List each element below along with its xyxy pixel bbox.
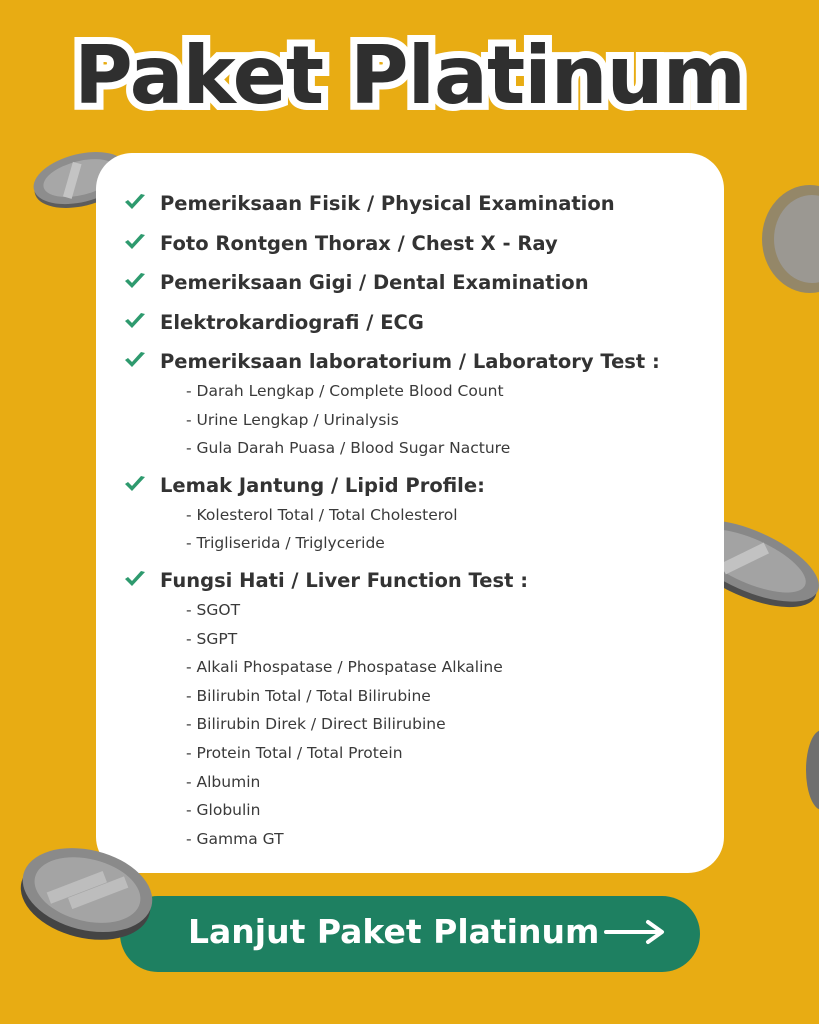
list-subitem: - Gula Darah Puasa / Blood Sugar Nacture bbox=[186, 439, 511, 458]
coin-right-top-decoration bbox=[752, 180, 819, 298]
list-item-label: Pemeriksaan Fisik / Physical Examination bbox=[160, 192, 615, 215]
continue-button-label: Lanjut Paket Platinum bbox=[188, 912, 600, 951]
list-subitem: - Protein Total / Total Protein bbox=[186, 744, 403, 762]
continue-platinum-button[interactable] bbox=[120, 896, 700, 972]
list-subitem: - Darah Lengkap / Complete Blood Count bbox=[186, 382, 504, 400]
check-icon bbox=[124, 312, 146, 330]
check-icon bbox=[124, 475, 146, 493]
list-subitem: - Albumin bbox=[186, 772, 261, 791]
check-icon bbox=[124, 570, 146, 588]
list-item-label: Lemak Jantung / Lipid Profile: bbox=[160, 473, 485, 497]
check-icon bbox=[124, 233, 146, 251]
list-item-label: Elektrokardiografi / ECG bbox=[160, 310, 424, 334]
coin-bottom-left-decoration bbox=[14, 838, 160, 946]
list-item-label: Pemeriksaan laboratorium / Laboratory Test : bbox=[160, 350, 660, 373]
list-subitem: - Kolesterol Total / Total Cholesterol bbox=[186, 505, 458, 524]
list-subitem: - SGPT bbox=[186, 629, 238, 648]
list-subitem: - Gamma GT bbox=[186, 829, 284, 848]
list-subitem: - Trigliserida / Triglyceride bbox=[186, 534, 385, 553]
list-subitem: - Bilirubin Direk / Direct Bilirubine bbox=[186, 715, 446, 734]
list-item-label: Fungsi Hati / Liver Function Test : bbox=[160, 569, 528, 592]
check-icon bbox=[124, 193, 146, 211]
list-item-label: Foto Rontgen Thorax / Chest X - Ray bbox=[160, 231, 558, 255]
coin-right-bottom-decoration bbox=[800, 730, 819, 810]
check-icon bbox=[124, 272, 146, 290]
arrow-right-icon bbox=[604, 919, 666, 945]
list-subitem: - Alkali Phospatase / Phospatase Alkaline bbox=[186, 658, 503, 677]
list-subitem: - Globulin bbox=[186, 801, 261, 820]
list-subitem: - Bilirubin Total / Total Bilirubine bbox=[186, 686, 431, 705]
check-icon bbox=[124, 351, 146, 369]
list-item-label: Pemeriksaan Gigi / Dental Examination bbox=[160, 271, 589, 294]
list-subitem: - Urine Lengkap / Urinalysis bbox=[186, 410, 399, 429]
list-subitem: - SGOT bbox=[186, 601, 241, 619]
page-title: Paket Platinum bbox=[74, 29, 745, 122]
